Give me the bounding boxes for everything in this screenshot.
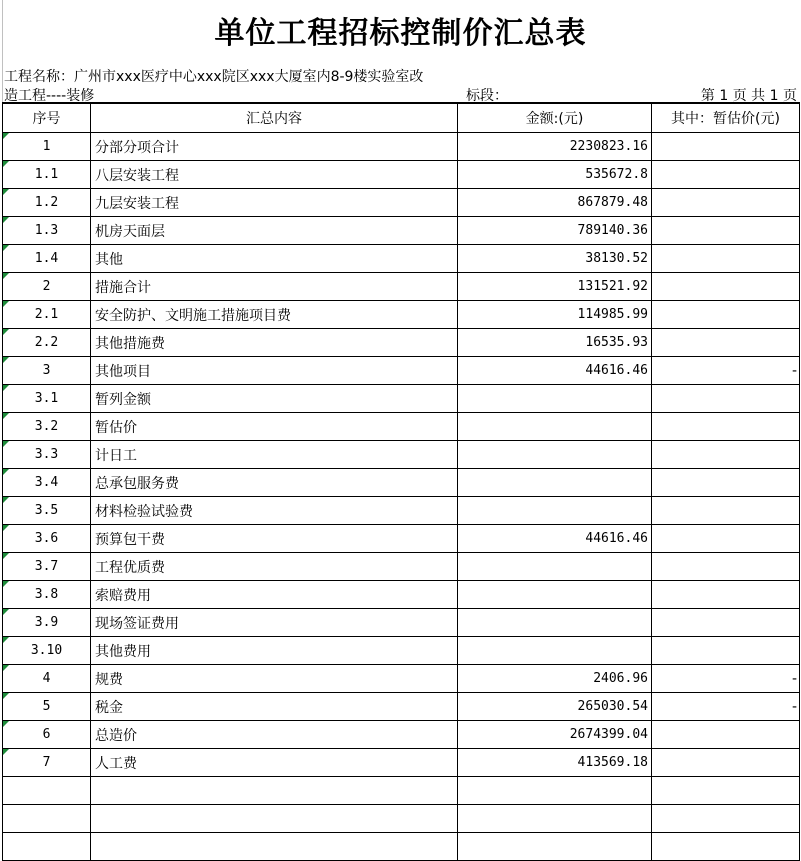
row-estimate-cell[interactable]	[652, 609, 800, 637]
row-content-text: 措施合计	[95, 279, 151, 296]
project-name-line2: 造工程----装修	[4, 88, 95, 104]
row-content-cell[interactable]	[91, 469, 458, 497]
row-estimate-cell[interactable]	[652, 385, 800, 413]
table-row	[3, 749, 800, 777]
row-no-text: 3.9	[34, 615, 59, 630]
row-no-cell[interactable]	[3, 469, 91, 497]
row-content-text: 税金	[95, 699, 123, 716]
summary-table	[2, 102, 800, 861]
cell-indicator-icon	[3, 161, 9, 167]
row-content-cell[interactable]	[91, 329, 458, 357]
row-amount-cell[interactable]	[458, 385, 652, 413]
row-content-cell[interactable]	[91, 581, 458, 609]
row-estimate-cell[interactable]	[652, 441, 800, 469]
row-content-cell[interactable]	[91, 693, 458, 721]
row-content-text: 其他费用	[95, 643, 151, 660]
row-no-cell[interactable]	[3, 441, 91, 469]
table-row	[3, 273, 800, 301]
cell-indicator-icon	[3, 245, 9, 251]
table-row	[3, 469, 800, 497]
row-amount-cell[interactable]	[458, 609, 652, 637]
row-content-cell[interactable]	[91, 525, 458, 553]
row-amount-text: 413569.18	[577, 755, 648, 770]
cell-indicator-icon	[3, 609, 9, 615]
row-content-text: 八层安装工程	[95, 167, 179, 184]
row-content-text: 机房天面层	[95, 223, 165, 240]
page-info: 第 1 页 共 1 页	[700, 88, 797, 104]
row-no-text: 3.2	[34, 419, 59, 434]
row-amount-cell[interactable]	[458, 721, 652, 749]
table-row	[3, 525, 800, 553]
row-estimate-cell[interactable]	[652, 245, 800, 273]
table-row	[3, 385, 800, 413]
table-row	[3, 245, 800, 273]
header-row	[3, 103, 800, 133]
row-amount-text: 44616.46	[585, 363, 648, 378]
bid-section-label: 标段：	[466, 88, 508, 104]
row-no-text: 2.1	[34, 307, 59, 322]
row-no-cell[interactable]	[3, 161, 91, 189]
row-no-text: 6	[42, 727, 51, 742]
row-content-cell[interactable]	[91, 665, 458, 693]
row-no-text: 1	[42, 139, 51, 154]
cell-indicator-icon	[3, 329, 9, 335]
table-row	[3, 189, 800, 217]
row-estimate-cell[interactable]	[652, 329, 800, 357]
row-content-text: 规费	[95, 671, 123, 688]
row-no-text: 3.6	[34, 531, 59, 546]
cell-indicator-icon	[3, 749, 9, 755]
row-content-text: 其他项目	[95, 363, 151, 380]
row-amount-cell[interactable]	[458, 217, 652, 245]
row-content-text: 其他措施费	[95, 335, 165, 352]
sheet-title: 单位工程招标控制价汇总表	[214, 16, 587, 51]
table-row	[3, 609, 800, 637]
header-no[interactable]: 序号	[3, 103, 91, 133]
row-amount-cell[interactable]	[458, 777, 652, 805]
row-amount-cell[interactable]	[458, 357, 652, 385]
table-row	[3, 441, 800, 469]
project-name-line1: 工程名称：广州市xxx医疗中心xxx院区xxx大厦室内8-9楼实验室改	[4, 69, 424, 85]
row-amount-cell[interactable]	[458, 273, 652, 301]
table-row	[3, 665, 800, 693]
row-no-text: 2	[42, 279, 51, 294]
row-no-cell[interactable]	[3, 133, 91, 161]
cell-indicator-icon	[3, 357, 9, 363]
row-no-text: 2.2	[34, 335, 59, 350]
row-no-cell[interactable]	[3, 581, 91, 609]
row-no-cell[interactable]	[3, 665, 91, 693]
row-amount-text: 2406.96	[593, 671, 648, 686]
row-estimate-cell[interactable]	[652, 161, 800, 189]
row-no-text: 1.4	[34, 251, 59, 266]
row-no-cell[interactable]	[3, 385, 91, 413]
row-amount-cell[interactable]	[458, 693, 652, 721]
row-estimate-cell[interactable]	[652, 525, 800, 553]
row-amount-cell[interactable]	[458, 441, 652, 469]
row-no-cell[interactable]	[3, 805, 91, 833]
row-no-cell[interactable]	[3, 245, 91, 273]
table-row	[3, 329, 800, 357]
cell-indicator-icon	[3, 441, 9, 447]
row-amount-cell[interactable]	[458, 133, 652, 161]
row-content-text: 安全防护、文明施工措施项目费	[95, 307, 291, 324]
row-content-cell[interactable]	[91, 217, 458, 245]
row-no-cell[interactable]	[3, 357, 91, 385]
cell-indicator-icon	[3, 553, 9, 559]
row-content-text: 现场签证费用	[95, 615, 179, 632]
table-row	[3, 805, 800, 833]
table-row	[3, 133, 800, 161]
row-estimate-cell[interactable]	[652, 133, 800, 161]
row-estimate-cell[interactable]	[652, 749, 800, 777]
row-content-text: 预算包干费	[95, 531, 165, 548]
row-estimate-text: -	[791, 670, 797, 687]
row-content-cell[interactable]	[91, 273, 458, 301]
row-no-cell[interactable]	[3, 189, 91, 217]
row-content-text: 材料检验试验费	[95, 503, 193, 520]
row-no-text: 4	[42, 671, 51, 686]
table-row	[3, 357, 800, 385]
row-estimate-cell[interactable]	[652, 357, 800, 385]
table-row	[3, 161, 800, 189]
row-content-cell[interactable]	[91, 721, 458, 749]
row-no-cell[interactable]	[3, 637, 91, 665]
row-amount-cell[interactable]	[458, 189, 652, 217]
row-content-cell[interactable]	[91, 749, 458, 777]
row-amount-text: 2230823.16	[569, 139, 648, 154]
row-content-cell[interactable]	[91, 441, 458, 469]
row-no-text: 5	[42, 699, 51, 714]
row-no-cell[interactable]	[3, 721, 91, 749]
row-content-text: 其他	[95, 251, 123, 268]
table-row	[3, 777, 800, 805]
header-estimate[interactable]: 其中：暂估价(元)	[652, 103, 800, 133]
row-amount-cell[interactable]	[458, 245, 652, 273]
row-no-text: 3.8	[34, 587, 59, 602]
cell-indicator-icon	[3, 497, 9, 503]
row-estimate-cell[interactable]	[652, 553, 800, 581]
row-estimate-text: -	[791, 362, 797, 379]
row-content-text: 总造价	[95, 727, 137, 744]
cell-indicator-icon	[3, 189, 9, 195]
row-no-cell[interactable]	[3, 833, 91, 861]
row-estimate-cell[interactable]	[652, 833, 800, 861]
row-content-cell[interactable]	[91, 385, 458, 413]
row-no-cell[interactable]	[3, 273, 91, 301]
row-no-text: 3.7	[34, 559, 59, 574]
row-content-cell[interactable]	[91, 497, 458, 525]
table-row	[3, 581, 800, 609]
row-content-cell[interactable]	[91, 245, 458, 273]
row-no-cell[interactable]	[3, 329, 91, 357]
header-amount[interactable]: 金额:(元)	[458, 103, 652, 133]
row-no-text: 1.2	[34, 195, 59, 210]
row-amount-text: 265030.54	[577, 699, 648, 714]
row-amount-cell[interactable]	[458, 749, 652, 777]
row-amount-text: 867879.48	[577, 195, 648, 210]
row-amount-cell[interactable]	[458, 581, 652, 609]
row-amount-text: 38130.52	[585, 251, 648, 266]
row-content-text: 计日工	[95, 447, 137, 464]
row-amount-cell[interactable]	[458, 301, 652, 329]
table-row	[3, 301, 800, 329]
row-content-cell[interactable]	[91, 553, 458, 581]
row-amount-cell[interactable]	[458, 413, 652, 441]
row-content-cell[interactable]	[91, 833, 458, 861]
row-amount-text: 2674399.04	[569, 727, 648, 742]
row-no-cell[interactable]	[3, 777, 91, 805]
cell-indicator-icon	[3, 273, 9, 279]
row-amount-cell[interactable]	[458, 469, 652, 497]
row-estimate-cell[interactable]	[652, 217, 800, 245]
row-no-cell[interactable]	[3, 609, 91, 637]
row-estimate-cell[interactable]	[652, 805, 800, 833]
table-row	[3, 217, 800, 245]
row-estimate-cell[interactable]	[652, 301, 800, 329]
row-no-cell[interactable]	[3, 525, 91, 553]
row-content-cell[interactable]	[91, 133, 458, 161]
row-no-text: 3.5	[34, 503, 59, 518]
row-amount-cell[interactable]	[458, 329, 652, 357]
row-no-text: 3.3	[34, 447, 59, 462]
row-amount-cell[interactable]	[458, 833, 652, 861]
row-amount-text: 114985.99	[577, 307, 648, 322]
row-content-cell[interactable]	[91, 413, 458, 441]
row-no-text: 1.1	[34, 167, 59, 182]
row-amount-text: 789140.36	[577, 223, 648, 238]
row-content-cell[interactable]	[91, 161, 458, 189]
row-amount-text: 131521.92	[577, 279, 648, 294]
row-no-cell[interactable]	[3, 553, 91, 581]
row-amount-text: 16535.93	[585, 335, 648, 350]
row-content-text: 分部分项合计	[95, 139, 179, 156]
table-row	[3, 637, 800, 665]
cell-indicator-icon	[3, 301, 9, 307]
table-row	[3, 413, 800, 441]
row-content-cell[interactable]	[91, 189, 458, 217]
table-row	[3, 721, 800, 749]
row-content-cell[interactable]	[91, 301, 458, 329]
row-estimate-cell[interactable]	[652, 189, 800, 217]
row-estimate-cell[interactable]	[652, 413, 800, 441]
row-content-text: 人工费	[95, 755, 137, 772]
row-estimate-cell[interactable]	[652, 637, 800, 665]
cell-indicator-icon	[3, 721, 9, 727]
row-no-text: 3.1	[34, 391, 59, 406]
row-estimate-cell[interactable]	[652, 273, 800, 301]
row-content-text: 九层安装工程	[95, 195, 179, 212]
row-amount-cell[interactable]	[458, 161, 652, 189]
row-amount-cell[interactable]	[458, 525, 652, 553]
row-content-text: 暂列金额	[95, 391, 151, 408]
row-amount-cell[interactable]	[458, 665, 652, 693]
row-estimate-cell[interactable]	[652, 693, 800, 721]
cell-indicator-icon	[3, 413, 9, 419]
table-row	[3, 497, 800, 525]
cell-indicator-icon	[3, 665, 9, 671]
row-estimate-cell[interactable]	[652, 721, 800, 749]
cell-indicator-icon	[3, 217, 9, 223]
row-no-text: 3.4	[34, 475, 59, 490]
row-content-cell[interactable]	[91, 609, 458, 637]
table-row	[3, 553, 800, 581]
row-content-text: 索赔费用	[95, 587, 151, 604]
row-content-text: 总承包服务费	[95, 475, 179, 492]
cell-indicator-icon	[3, 693, 9, 699]
table-row	[3, 693, 800, 721]
row-no-text: 1.3	[34, 223, 59, 238]
row-amount-cell[interactable]	[458, 637, 652, 665]
cell-indicator-icon	[3, 525, 9, 531]
row-no-cell[interactable]	[3, 497, 91, 525]
row-estimate-cell[interactable]	[652, 581, 800, 609]
header-content[interactable]: 汇总内容	[91, 103, 458, 133]
row-no-text: 3.10	[30, 643, 63, 658]
row-no-text: 3	[42, 363, 51, 378]
row-no-cell[interactable]	[3, 693, 91, 721]
row-no-cell[interactable]	[3, 749, 91, 777]
row-estimate-cell[interactable]	[652, 777, 800, 805]
row-amount-cell[interactable]	[458, 553, 652, 581]
cell-indicator-icon	[3, 385, 9, 391]
row-amount-cell[interactable]	[458, 497, 652, 525]
row-amount-text: 535672.8	[585, 167, 648, 182]
row-estimate-cell[interactable]	[652, 497, 800, 525]
row-no-cell[interactable]	[3, 217, 91, 245]
row-estimate-cell[interactable]	[652, 665, 800, 693]
row-content-cell[interactable]	[91, 805, 458, 833]
row-estimate-text: -	[791, 698, 797, 715]
row-estimate-cell[interactable]	[652, 469, 800, 497]
cell-indicator-icon	[3, 637, 9, 643]
row-content-text: 工程优质费	[95, 559, 165, 576]
row-no-cell[interactable]	[3, 301, 91, 329]
cell-indicator-icon	[3, 581, 9, 587]
row-amount-cell[interactable]	[458, 805, 652, 833]
cell-indicator-icon	[3, 469, 9, 475]
table-row	[3, 833, 800, 861]
row-content-cell[interactable]	[91, 637, 458, 665]
row-no-cell[interactable]	[3, 413, 91, 441]
row-no-text: 7	[42, 755, 51, 770]
row-amount-text: 44616.46	[585, 531, 648, 546]
row-content-cell[interactable]	[91, 357, 458, 385]
row-content-cell[interactable]	[91, 777, 458, 805]
row-content-text: 暂估价	[95, 419, 137, 436]
cell-indicator-icon	[3, 133, 9, 139]
